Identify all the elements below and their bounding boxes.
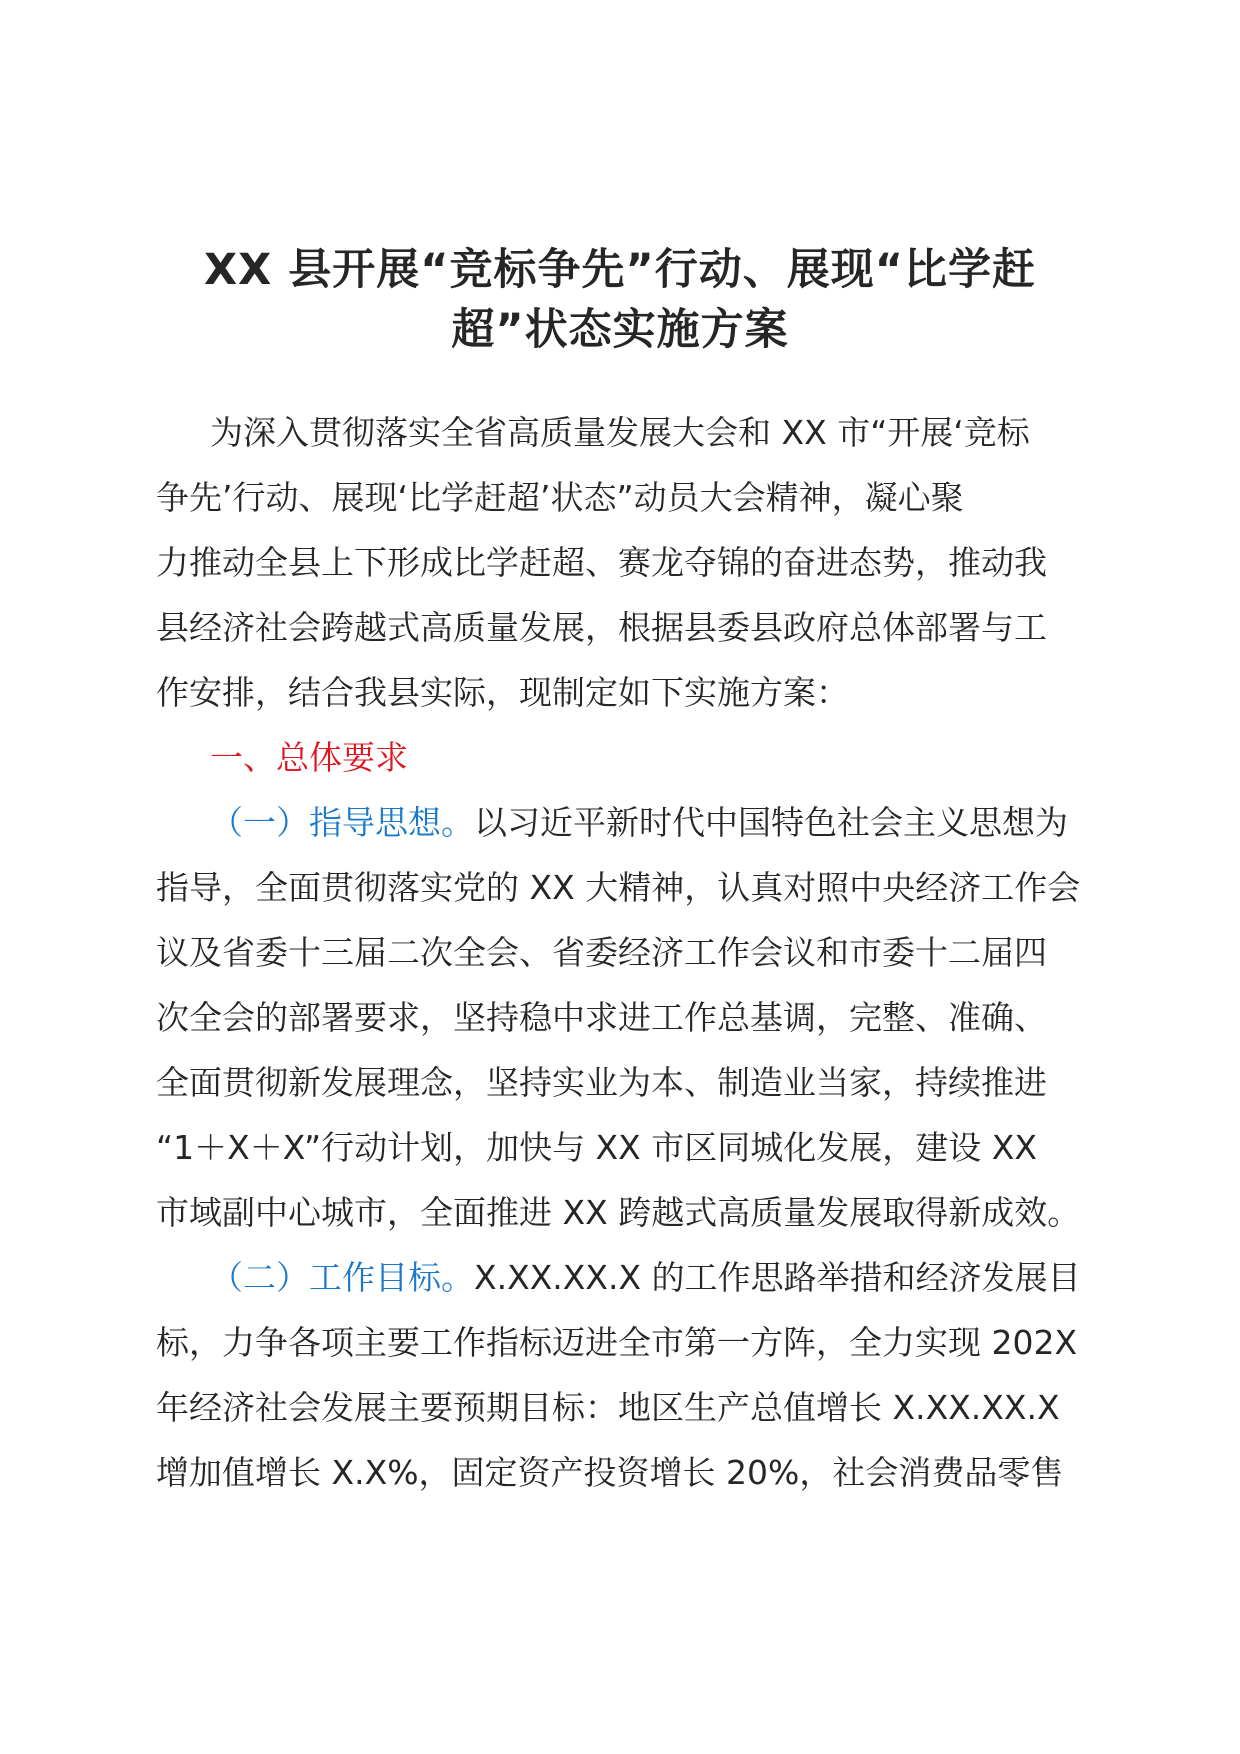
- intro-line-1: 为深入贯彻落实全省高质量发展大会和 XX 市“开展‘竞标: [210, 413, 1030, 452]
- paragraph-text: X.XX.XX.X 的工作思路举措和经济发展目: [474, 1258, 1081, 1297]
- intro-line-3: 力推动全县上下形成比学赶超、赛龙夺锦的奋进态势，推动我: [156, 543, 1047, 582]
- title-line-1: XX 县开展“竞标争先”行动、展现“比学赶: [203, 245, 1037, 295]
- section-heading-general-requirements: 一、总体要求: [210, 738, 408, 777]
- guiding-thought-line-2: 指导，全面贯彻落实党的 XX 大精神，认真对照中央经济工作会: [156, 868, 1081, 907]
- document-body: [156, 400, 1096, 1505]
- work-goals-line-4: 增加值增长 X.X%，固定资产投资增长 20%，社会消费品零售: [156, 1453, 1064, 1492]
- intro-line-5: 作安排，结合我县实际，现制定如下实施方案：: [156, 673, 849, 712]
- subsection-heading-guiding-thought: （一）指导思想。: [210, 803, 474, 842]
- guiding-thought-line-4: 次全会的部署要求，坚持稳中求进工作总基调，完整、准确、: [156, 998, 1047, 1037]
- subsection-work-goals-first-line: [156, 1245, 1096, 1310]
- work-goals-line-2: 标，力争各项主要工作指标迈进全市第一方阵，全力实现 202X: [156, 1323, 1078, 1362]
- work-goals-line-3: 年经济社会发展主要预期目标：地区生产总值增长 X.XX.XX.X: [156, 1388, 1060, 1427]
- subsection-heading-work-goals: （二）工作目标。: [210, 1258, 474, 1297]
- paragraph-text: 以习近平新时代中国特色社会主义思想为: [474, 803, 1068, 842]
- guiding-thought-line-3: 议及省委十三届二次全会、省委经济工作会议和市委十二届四: [156, 933, 1047, 972]
- title-line-2: 超”状态实施方案: [451, 305, 789, 355]
- intro-line-4: 县经济社会跨越式高质量发展，根据县委县政府总体部署与工: [156, 608, 1047, 647]
- guiding-thought-line-6: “1＋X＋X”行动计划，加快与 XX 市区同城化发展，建设 XX: [156, 1128, 1037, 1167]
- intro-line-2: 争先’行动、展现‘比学赶超’状态”动员大会精神，凝心聚: [156, 478, 964, 517]
- document-title: [150, 240, 1090, 360]
- guiding-thought-line-5: 全面贯彻新发展理念，坚持实业为本、制造业当家，持续推进: [156, 1063, 1047, 1102]
- guiding-thought-line-7: 市域副中心城市，全面推进 XX 跨越式高质量发展取得新成效。: [156, 1193, 1081, 1232]
- subsection-guiding-thought-first-line: [156, 790, 1096, 855]
